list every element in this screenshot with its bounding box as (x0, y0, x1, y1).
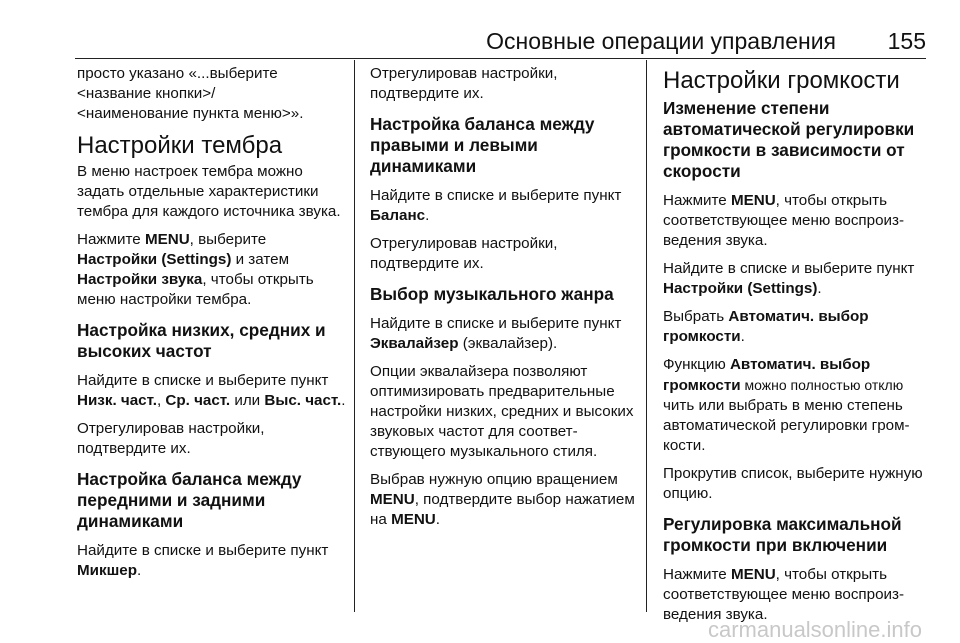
tone-instructions: Нажмите MENU, выберите Настройки (Settings) и затем Настройки звука, чтобы открыть меню настройки тембра. (77, 231, 314, 308)
speed-function: Функцию Автоматич. выбор громкости можно полностью отклю чить или выбрать в меню степень автоматической регулировки громкости. (663, 356, 910, 454)
heading-volume-settings: Настройки громкости (663, 67, 900, 94)
max-press-menu: Нажмите MENU, чтобы открыть соответствующее меню воспроизведения звука. (663, 566, 905, 623)
speed-scroll: Прокрутив список, выберите нужную опцию. (663, 465, 923, 502)
speed-choose: Выбрать Автоматич. выбор громкости. (663, 308, 869, 345)
heading-tone-settings: Настройки тембра (77, 132, 283, 159)
genre-instructions: Найдите в списке и выберите пункт Эквалайзер (эквалайзер). (370, 315, 622, 352)
column-divider (646, 60, 647, 612)
bass-instructions: Найдите в списке и выберите пункт Низк. част., Ср. част. или Выс. част.. (77, 372, 346, 409)
speed-press-menu: Нажмите MENU, чтобы открыть соответствующее меню воспроизведения звука. (663, 192, 905, 249)
watermark: carmanualsonline.info (707, 617, 922, 642)
fader-instructions: Найдите в списке и выберите пункт Микшер. (77, 542, 329, 579)
heading-music-genre: Выбор музыкального жанра (370, 284, 614, 304)
select-instructions: Выбрав нужную опцию вращением MENU, подтвердите выбор нажатием на MENU. (370, 471, 635, 528)
confirm-paragraph: Отрегулировав настройки, подтвердите их. (370, 235, 558, 272)
heading-fader: Настройка баланса между передними и задними динамиками (77, 469, 302, 531)
column-divider (354, 60, 355, 612)
confirm-paragraph: Отрегулировав настройки, подтвердите их. (77, 420, 265, 457)
heading-bass-mid-treble: Настройка низких, средних и высоких частот (77, 320, 326, 361)
page-header (75, 24, 926, 59)
heading-max-startup-volume: Регулировка максимальной громкости при включении (663, 514, 902, 555)
speed-find-settings: Найдите в списке и выберите пункт Настройки (Settings). (663, 260, 915, 297)
equalizer-description: Опции эквалайзера позволяют оптимизировать предварительные настройки низких, средних и высоких звуковых частот для соответствующего музыкального стиля. (370, 363, 634, 460)
tone-description: В меню настроек тембра можно задать отдельные характеристики тембра для каждого источника звука. (77, 163, 341, 220)
page-number: 155 (887, 28, 926, 54)
intro-paragraph: просто указано «...выберите <название кнопки>/ <наименование пункта меню>». (77, 65, 304, 122)
balance-instructions: Найдите в списке и выберите пункт Баланс. (370, 187, 622, 224)
column-2 (370, 64, 636, 538)
confirm-paragraph: Отрегулировав настройки, подтвердите их. (370, 65, 558, 102)
column-3 (663, 64, 931, 633)
header-title: Основные операции управления (486, 28, 836, 54)
heading-speed-volume: Изменение степени автоматической регулировки громкости в зависимости от скорости (663, 98, 915, 181)
column-1 (77, 64, 349, 589)
heading-balance: Настройка баланса между правыми и левыми динамиками (370, 114, 595, 176)
